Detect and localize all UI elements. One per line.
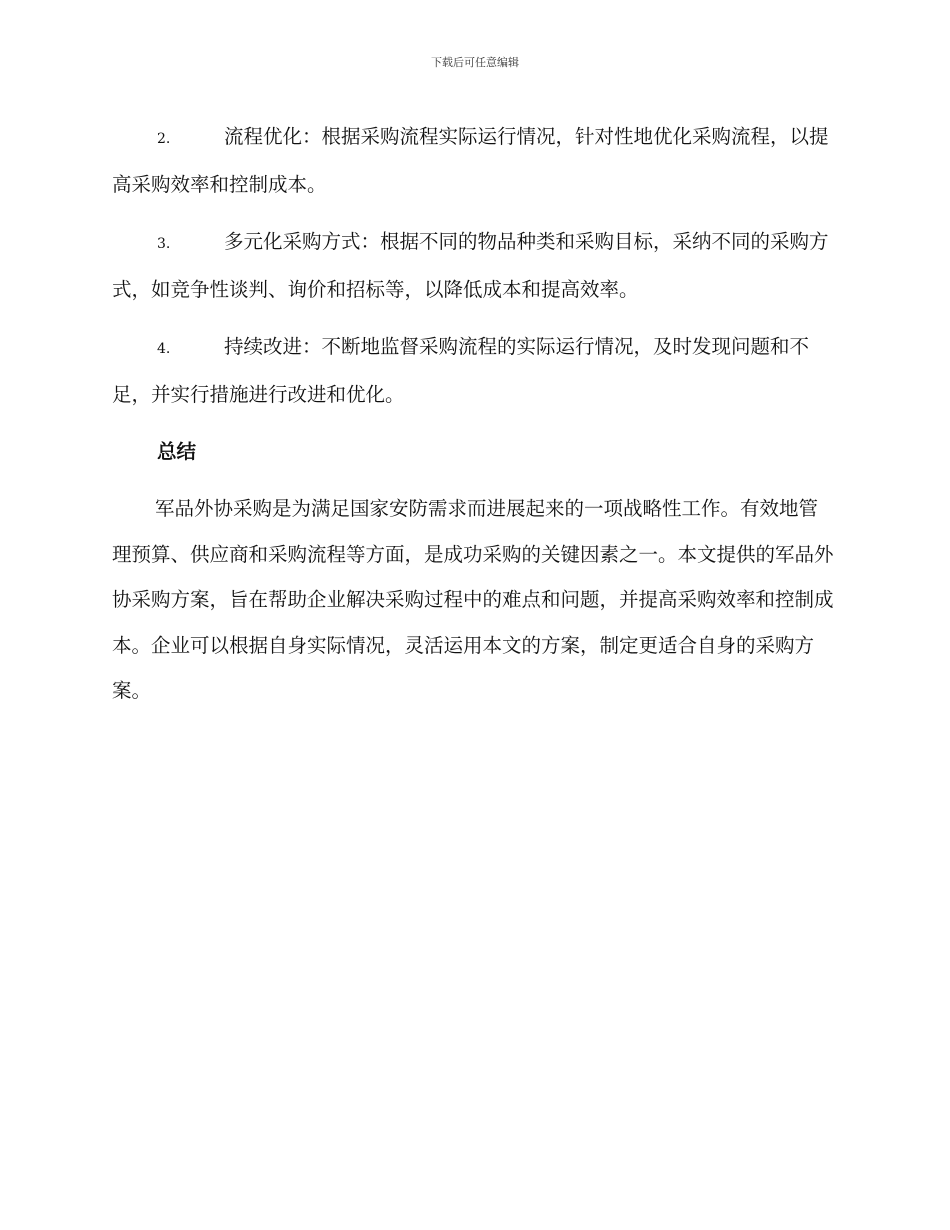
list-item-text: 多元化采购方式：根据不同的物品种类和采购目标，采纳不同的采购方式，如竞争性谈判、询价和招标等，以降低成本和提高效率。 xyxy=(112,230,829,301)
list-item-text: 持续改进：不断地监督采购流程的实际运行情况，及时发现问题和不足，并实行措施进行改进和优化。 xyxy=(112,335,810,406)
section-heading-summary: 总结 xyxy=(157,440,197,463)
summary-paragraph: 军品外协采购是为满足国家安防需求而进展起来的一项战略性工作。有效地管理预算、供应商和采购流程等方面，是成功采购的关键因素之一。本文提供的军品外协采购方案，旨在帮助企业解决采购过程中的难点和问题，并提高采购效率和控制成本。企业可以根据自身实际情况，灵活运用本文的方案，制定更适合自身的采购方案。 xyxy=(112,497,834,702)
document-body xyxy=(112,114,836,714)
list-item-number: 2. xyxy=(157,131,171,147)
list-item-number: 4. xyxy=(157,341,171,357)
list-item xyxy=(112,324,836,417)
list-item-text: 流程优化：根据采购流程实际运行情况，针对性地优化采购流程，以提高采购效率和控制成本。 xyxy=(112,125,829,196)
list-item-number: 3. xyxy=(157,236,171,252)
list-item xyxy=(112,219,836,312)
list-item xyxy=(112,114,836,207)
page-header: 下载后可任意编辑 xyxy=(431,56,519,69)
